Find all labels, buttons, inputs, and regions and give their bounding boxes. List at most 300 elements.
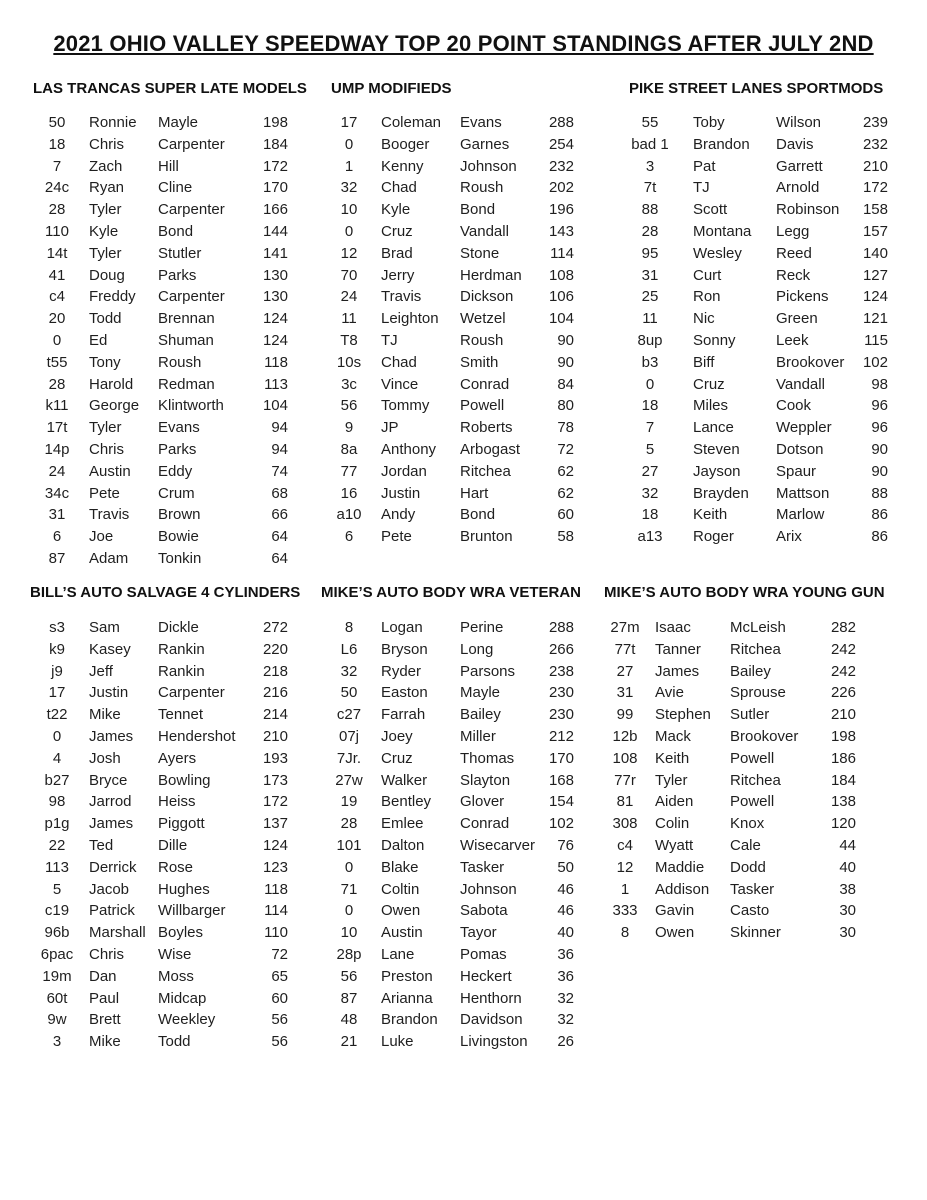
- points: 68: [271, 484, 288, 502]
- last-name: Dodd: [730, 858, 766, 876]
- points: 113: [264, 375, 288, 393]
- last-name: Sutler: [730, 706, 770, 724]
- points: 114: [264, 902, 288, 920]
- last-name: Johnson: [460, 880, 517, 898]
- car-number: 12: [340, 244, 358, 262]
- car-number: T8: [340, 331, 358, 349]
- car-number: 8a: [340, 440, 358, 458]
- points: 232: [862, 135, 888, 153]
- car-number: 3: [52, 1033, 62, 1051]
- last-name: Roberts: [460, 419, 513, 437]
- standings-table: [600, 617, 856, 944]
- first-name: Walker: [381, 771, 428, 789]
- car-number: 27m: [610, 619, 640, 636]
- points: 170: [548, 749, 574, 767]
- last-name: Brennan: [158, 310, 215, 328]
- points: 266: [548, 640, 574, 658]
- points: 108: [548, 266, 574, 284]
- car-number: 6: [344, 528, 354, 546]
- last-name: Spaur: [776, 462, 817, 480]
- car-number: 7: [645, 419, 655, 437]
- last-name: Ayers: [158, 749, 197, 767]
- points: 157: [862, 222, 888, 240]
- standings-table: [612, 112, 888, 548]
- last-name: Ritchea: [730, 771, 781, 789]
- page-title: 2021 OHIO VALLEY SPEEDWAY TOP 20 POINT STANDINGS AFTER JULY 2ND: [53, 31, 874, 56]
- first-name: Ed: [89, 331, 108, 349]
- last-name: Carpenter: [158, 288, 225, 306]
- last-name: Brunton: [460, 528, 513, 546]
- points: 288: [548, 619, 574, 636]
- points: 220: [262, 640, 288, 658]
- first-name: Brandon: [693, 135, 750, 153]
- first-name: Colin: [655, 815, 690, 833]
- points: 44: [839, 836, 856, 854]
- last-name: Legg: [776, 222, 810, 240]
- standings-table: [322, 112, 574, 548]
- car-number: 07j: [338, 727, 360, 745]
- first-name: Tyler: [655, 771, 688, 789]
- points: 154: [548, 793, 574, 811]
- last-name: Midcap: [158, 989, 207, 1007]
- first-name: Joe: [89, 528, 114, 546]
- points: 138: [830, 793, 856, 811]
- first-name: Jayson: [693, 462, 741, 480]
- section-title: BILL’S AUTO SALVAGE 4 CYLINDERS: [30, 584, 301, 601]
- points: 210: [862, 157, 888, 175]
- points: 172: [262, 157, 288, 175]
- car-number: 101: [336, 836, 362, 854]
- points: 282: [830, 619, 856, 636]
- first-name: Pete: [381, 528, 412, 546]
- car-number: 9w: [47, 1011, 67, 1029]
- first-name: Curt: [693, 266, 722, 284]
- car-number: 81: [616, 793, 634, 811]
- last-name: Glover: [460, 793, 505, 811]
- first-name: Logan: [381, 619, 423, 636]
- points: 214: [262, 706, 288, 724]
- last-name: Boyles: [158, 924, 204, 942]
- last-name: Ritchea: [460, 462, 511, 480]
- first-name: Josh: [89, 749, 121, 767]
- car-number: 87: [48, 549, 66, 567]
- last-name: Wise: [158, 945, 192, 963]
- points: 166: [262, 201, 288, 219]
- last-name: Tayor: [460, 924, 497, 942]
- car-number: 18: [641, 397, 659, 415]
- car-number: 99: [616, 706, 634, 724]
- last-name: Roush: [158, 353, 202, 371]
- car-number: 77r: [614, 771, 636, 789]
- points: 196: [548, 201, 574, 219]
- points: 144: [262, 222, 288, 240]
- first-name: Todd: [89, 310, 122, 328]
- points: 210: [262, 727, 288, 745]
- first-name: Zach: [89, 157, 123, 175]
- points: 212: [548, 727, 574, 745]
- last-name: Ritchea: [730, 640, 781, 658]
- last-name: Bond: [460, 201, 496, 219]
- section-title: UMP MODIFIEDS: [331, 80, 452, 97]
- car-number: 8: [620, 924, 630, 942]
- car-number: 56: [340, 967, 358, 985]
- points: 216: [262, 684, 288, 702]
- car-number: 71: [340, 880, 358, 898]
- first-name: Booger: [381, 135, 430, 153]
- points: 84: [557, 375, 574, 393]
- points: 232: [548, 157, 574, 175]
- first-name: Ted: [89, 836, 114, 854]
- first-name: Andy: [381, 506, 416, 524]
- first-name: Freddy: [89, 288, 136, 306]
- points: 64: [271, 549, 288, 567]
- last-name: Parks: [158, 266, 197, 284]
- car-number: c19: [44, 902, 70, 920]
- first-name: Ryder: [381, 662, 422, 680]
- last-name: Stone: [460, 244, 500, 262]
- car-number: 24: [340, 288, 358, 306]
- points: 72: [271, 945, 288, 963]
- first-name: Aiden: [655, 793, 694, 811]
- last-name: Tonkin: [158, 549, 202, 567]
- last-name: Powell: [730, 793, 775, 811]
- last-name: Brookover: [776, 353, 845, 371]
- points: 137: [262, 815, 288, 833]
- car-number: 14p: [44, 440, 70, 458]
- car-number: 25: [641, 288, 659, 306]
- points: 198: [262, 114, 288, 131]
- first-name: Maddie: [655, 858, 705, 876]
- first-name: Vince: [381, 375, 419, 393]
- last-name: Bond: [158, 222, 194, 240]
- first-name: Chad: [381, 179, 417, 197]
- first-name: Emlee: [381, 815, 424, 833]
- car-number: c4: [49, 288, 65, 306]
- last-name: Eddy: [158, 462, 193, 480]
- last-name: Marlow: [776, 506, 825, 524]
- first-name: Keith: [655, 749, 690, 767]
- car-number: 17t: [46, 419, 68, 437]
- car-number: 8: [344, 619, 354, 636]
- last-name: Weekley: [158, 1011, 216, 1029]
- points: 124: [262, 331, 288, 349]
- last-name: Bowling: [158, 771, 211, 789]
- last-name: Perine: [460, 619, 504, 636]
- car-number: 87: [340, 989, 358, 1007]
- first-name: Bryson: [381, 640, 428, 658]
- points: 72: [557, 440, 574, 458]
- last-name: McLeish: [730, 619, 786, 636]
- first-name: Roger: [693, 528, 734, 546]
- car-number: 28: [48, 201, 66, 219]
- last-name: Redman: [158, 375, 215, 393]
- first-name: Jeff: [89, 662, 113, 680]
- first-name: Paul: [89, 989, 120, 1007]
- first-name: Brayden: [693, 484, 749, 502]
- points: 32: [557, 989, 574, 1007]
- car-number: 17: [340, 114, 358, 131]
- points: 38: [839, 880, 856, 898]
- car-number: 12b: [612, 727, 638, 745]
- points: 65: [271, 967, 288, 985]
- car-number: 56: [340, 397, 358, 415]
- section-title: PIKE STREET LANES SPORTMODS: [629, 80, 884, 97]
- first-name: Marshall: [89, 924, 146, 942]
- last-name: Cale: [730, 836, 761, 854]
- first-name: Coleman: [381, 114, 442, 131]
- car-number: 1: [620, 880, 630, 898]
- last-name: Brookover: [730, 727, 799, 745]
- first-name: Easton: [381, 684, 428, 702]
- first-name: Coltin: [381, 880, 420, 898]
- points: 46: [557, 880, 574, 898]
- car-number: 3c: [341, 375, 357, 393]
- first-name: Avie: [655, 684, 684, 702]
- first-name: Joey: [381, 727, 413, 745]
- car-number: 32: [641, 484, 659, 502]
- points: 254: [548, 135, 574, 153]
- first-name: Jarrod: [89, 793, 132, 811]
- car-number: 7Jr.: [336, 749, 362, 767]
- first-name: Dalton: [381, 836, 425, 854]
- last-name: Conrad: [460, 815, 510, 833]
- points: 26: [557, 1033, 574, 1051]
- first-name: Sonny: [693, 331, 736, 349]
- car-number: L6: [340, 640, 358, 658]
- car-number: 21: [340, 1033, 358, 1051]
- points: 140: [862, 244, 888, 262]
- first-name: Travis: [381, 288, 422, 306]
- section-title: MIKE’S AUTO BODY WRA YOUNG GUN: [604, 584, 885, 601]
- car-number: 0: [344, 902, 354, 920]
- first-name: Arianna: [381, 989, 433, 1007]
- car-number: 10: [340, 924, 358, 942]
- car-number: 28: [641, 222, 659, 240]
- points: 74: [271, 462, 288, 480]
- first-name: Jacob: [89, 880, 130, 898]
- first-name: Preston: [381, 967, 433, 985]
- first-name: Scott: [693, 201, 728, 219]
- first-name: Farrah: [381, 706, 426, 724]
- car-number: b3: [641, 353, 659, 371]
- first-name: Steven: [693, 440, 740, 458]
- points: 124: [862, 288, 888, 306]
- last-name: Bailey: [460, 706, 501, 724]
- car-number: 70: [340, 266, 358, 284]
- points: 104: [262, 397, 288, 415]
- points: 96: [871, 397, 888, 415]
- last-name: Arix: [776, 528, 802, 546]
- first-name: Brandon: [381, 1011, 438, 1029]
- first-name: Mack: [655, 727, 691, 745]
- points: 98: [871, 375, 888, 393]
- first-name: Tyler: [89, 419, 122, 437]
- first-name: Miles: [693, 397, 729, 415]
- points: 94: [271, 419, 288, 437]
- last-name: Dotson: [776, 440, 824, 458]
- points: 36: [557, 967, 574, 985]
- car-number: 50: [48, 114, 66, 131]
- last-name: Thomas: [460, 749, 515, 767]
- car-number: j9: [51, 662, 63, 680]
- first-name: Chris: [89, 135, 125, 153]
- points: 78: [557, 419, 574, 437]
- car-number: 18: [48, 135, 66, 153]
- last-name: Vandall: [776, 375, 825, 393]
- points: 30: [839, 924, 856, 942]
- car-number: k9: [49, 640, 65, 658]
- car-number: 31: [641, 266, 659, 284]
- last-name: Sprouse: [730, 684, 786, 702]
- car-number: 88: [641, 201, 659, 219]
- last-name: Dickson: [460, 288, 514, 306]
- first-name: Mike: [89, 706, 121, 724]
- points: 32: [557, 1011, 574, 1029]
- car-number: 31: [616, 684, 634, 702]
- last-name: Conrad: [460, 375, 510, 393]
- last-name: Moss: [158, 967, 194, 985]
- points: 218: [262, 662, 288, 680]
- first-name: Isaac: [655, 619, 691, 636]
- last-name: Pickens: [776, 288, 829, 306]
- last-name: Tasker: [730, 880, 775, 898]
- section-title: LAS TRANCAS SUPER LATE MODELS: [33, 80, 307, 97]
- last-name: Mattson: [776, 484, 830, 502]
- first-name: Blake: [381, 858, 419, 876]
- points: 184: [262, 135, 288, 153]
- first-name: Tyler: [89, 244, 122, 262]
- car-number: t55: [46, 353, 68, 371]
- car-number: 10: [340, 201, 358, 219]
- points: 242: [830, 662, 856, 680]
- points: 230: [548, 684, 574, 702]
- points: 173: [262, 771, 288, 789]
- last-name: Piggott: [158, 815, 205, 833]
- last-name: Leek: [776, 331, 809, 349]
- first-name: Tony: [89, 353, 121, 371]
- points: 158: [862, 201, 888, 219]
- last-name: Bond: [460, 506, 496, 524]
- points: 110: [264, 924, 288, 942]
- points: 62: [557, 484, 574, 502]
- points: 56: [271, 1033, 288, 1051]
- first-name: Jerry: [381, 266, 415, 284]
- last-name: Brown: [158, 506, 201, 524]
- last-name: Skinner: [730, 924, 781, 942]
- last-name: Weppler: [776, 419, 832, 437]
- first-name: Pete: [89, 484, 120, 502]
- car-number: 7: [52, 157, 62, 175]
- points: 118: [264, 353, 288, 371]
- points: 106: [548, 288, 574, 306]
- last-name: Hart: [460, 484, 489, 502]
- car-number: 20: [48, 310, 66, 328]
- first-name: TJ: [693, 179, 710, 197]
- last-name: Reck: [776, 266, 811, 284]
- points: 62: [557, 462, 574, 480]
- last-name: Rankin: [158, 640, 205, 658]
- last-name: Parsons: [460, 662, 516, 680]
- section-title: MIKE’S AUTO BODY WRA VETERAN: [321, 584, 582, 601]
- last-name: Todd: [158, 1033, 191, 1051]
- last-name: Dille: [158, 836, 188, 854]
- points: 60: [557, 506, 574, 524]
- last-name: Dickle: [158, 619, 199, 636]
- last-name: Powell: [730, 749, 775, 767]
- first-name: TJ: [381, 331, 398, 349]
- last-name: Miller: [460, 727, 496, 745]
- first-name: Keith: [693, 506, 728, 524]
- last-name: Henthorn: [460, 989, 522, 1007]
- first-name: Chris: [89, 440, 125, 458]
- first-name: Stephen: [655, 706, 711, 724]
- first-name: Kyle: [381, 201, 411, 219]
- first-name: Chris: [89, 945, 125, 963]
- last-name: Rose: [158, 858, 194, 876]
- last-name: Carpenter: [158, 684, 225, 702]
- first-name: Bentley: [381, 793, 432, 811]
- points: 60: [271, 989, 288, 1007]
- last-name: Arbogast: [460, 440, 521, 458]
- last-name: Bowie: [158, 528, 199, 546]
- last-name: Rankin: [158, 662, 205, 680]
- car-number: 50: [340, 684, 358, 702]
- first-name: Brad: [381, 244, 413, 262]
- car-number: 77: [340, 462, 358, 480]
- car-number: 113: [45, 858, 69, 876]
- points: 56: [271, 1011, 288, 1029]
- points: 80: [557, 397, 574, 415]
- car-number: 24c: [44, 179, 70, 197]
- first-name: Cruz: [381, 749, 413, 767]
- points: 96: [871, 419, 888, 437]
- points: 141: [262, 244, 288, 262]
- car-number: 18: [641, 506, 659, 524]
- points: 90: [871, 440, 888, 458]
- car-number: 308: [612, 815, 638, 833]
- car-number: 6: [52, 528, 62, 546]
- car-number: 28: [48, 375, 66, 393]
- first-name: Tommy: [381, 397, 430, 415]
- car-number: 28: [340, 815, 358, 833]
- points: 130: [262, 288, 288, 306]
- first-name: Austin: [89, 462, 131, 480]
- points: 58: [557, 528, 574, 546]
- car-number: 0: [344, 135, 354, 153]
- points: 272: [262, 619, 288, 636]
- last-name: Sabota: [460, 902, 508, 920]
- last-name: Casto: [730, 902, 770, 920]
- last-name: Smith: [460, 353, 499, 371]
- last-name: Roush: [460, 179, 504, 197]
- points: 66: [271, 506, 288, 524]
- points: 86: [871, 528, 888, 546]
- last-name: Tennet: [158, 706, 204, 724]
- first-name: Kasey: [89, 640, 131, 658]
- points: 114: [550, 244, 574, 262]
- last-name: Davis: [776, 135, 814, 153]
- points: 118: [264, 880, 288, 898]
- last-name: Heiss: [158, 793, 196, 811]
- points: 172: [262, 793, 288, 811]
- points: 90: [557, 353, 574, 371]
- first-name: Ryan: [89, 179, 125, 197]
- points: 86: [871, 506, 888, 524]
- first-name: Owen: [381, 902, 421, 920]
- last-name: Cook: [776, 397, 812, 415]
- car-number: 3: [645, 157, 655, 175]
- car-number: 31: [48, 506, 66, 524]
